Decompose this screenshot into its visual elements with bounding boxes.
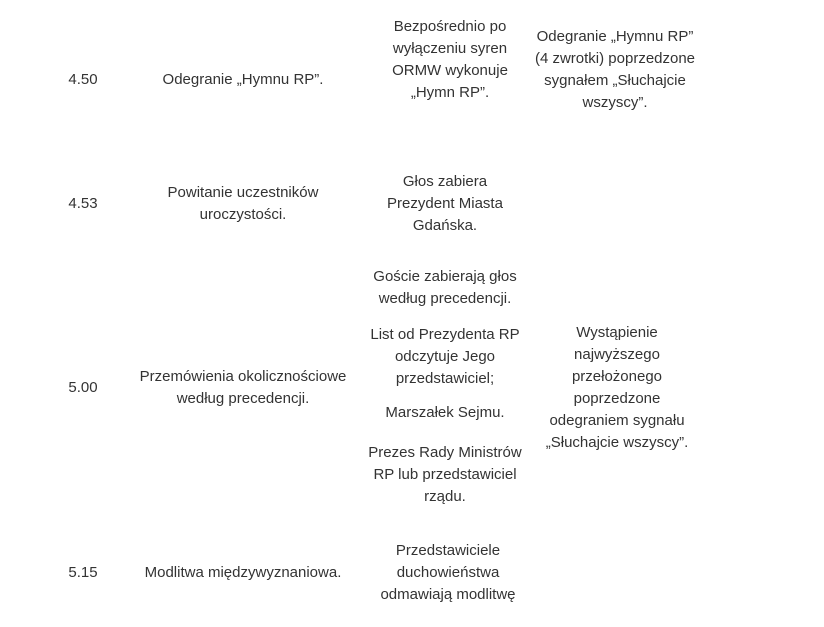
participants-text: Bezpośrednio po wyłączeniu syren ORMW wykonuje „Hymn RP”. <box>392 18 508 101</box>
event-cell: Odegranie „Hymnu RP”. <box>162 71 324 88</box>
participants-text: Prezes Rady Ministrów RP lub przedstawiciel rządu. <box>368 444 522 505</box>
participants-cell <box>375 16 525 104</box>
event-cell: Modlitwa międzywyznaniowa. <box>144 564 342 581</box>
event-cell: Przemówienia okolicznościowe według precedencji. <box>139 368 347 407</box>
participants-text: Przedstawiciele duchowieństwa odmawiają modlitwę <box>380 542 516 603</box>
notes-cell: Wystąpienie najwyższego przełożonego poprzedzone odegraniem sygnału „Słuchajcie wszyscy”. <box>545 324 689 451</box>
time-cell: 5.15 <box>68 564 98 581</box>
time-cell: 5.00 <box>68 379 98 396</box>
event-cell: Powitanie uczestników uroczystości. <box>167 184 319 223</box>
participants-text: Goście zabierają głos według precedencji. <box>373 268 517 307</box>
participants-text: Marszałek Sejmu. <box>385 404 505 421</box>
notes-cell: Odegranie „Hymnu RP” (4 zwrotki) poprzedzone sygnałem „Słuchajcie wszyscy”. <box>534 28 696 111</box>
participants-cell <box>362 266 528 508</box>
time-cell: 4.50 <box>68 71 98 88</box>
participants-text: Głos zabiera Prezydent Miasta Gdańska. <box>387 173 503 234</box>
time-cell: 4.53 <box>68 195 98 212</box>
participants-cell <box>378 540 518 606</box>
participants-cell <box>375 171 515 237</box>
participants-text: List od Prezydenta RP odczytuje Jego przedstawiciel; <box>370 326 520 387</box>
